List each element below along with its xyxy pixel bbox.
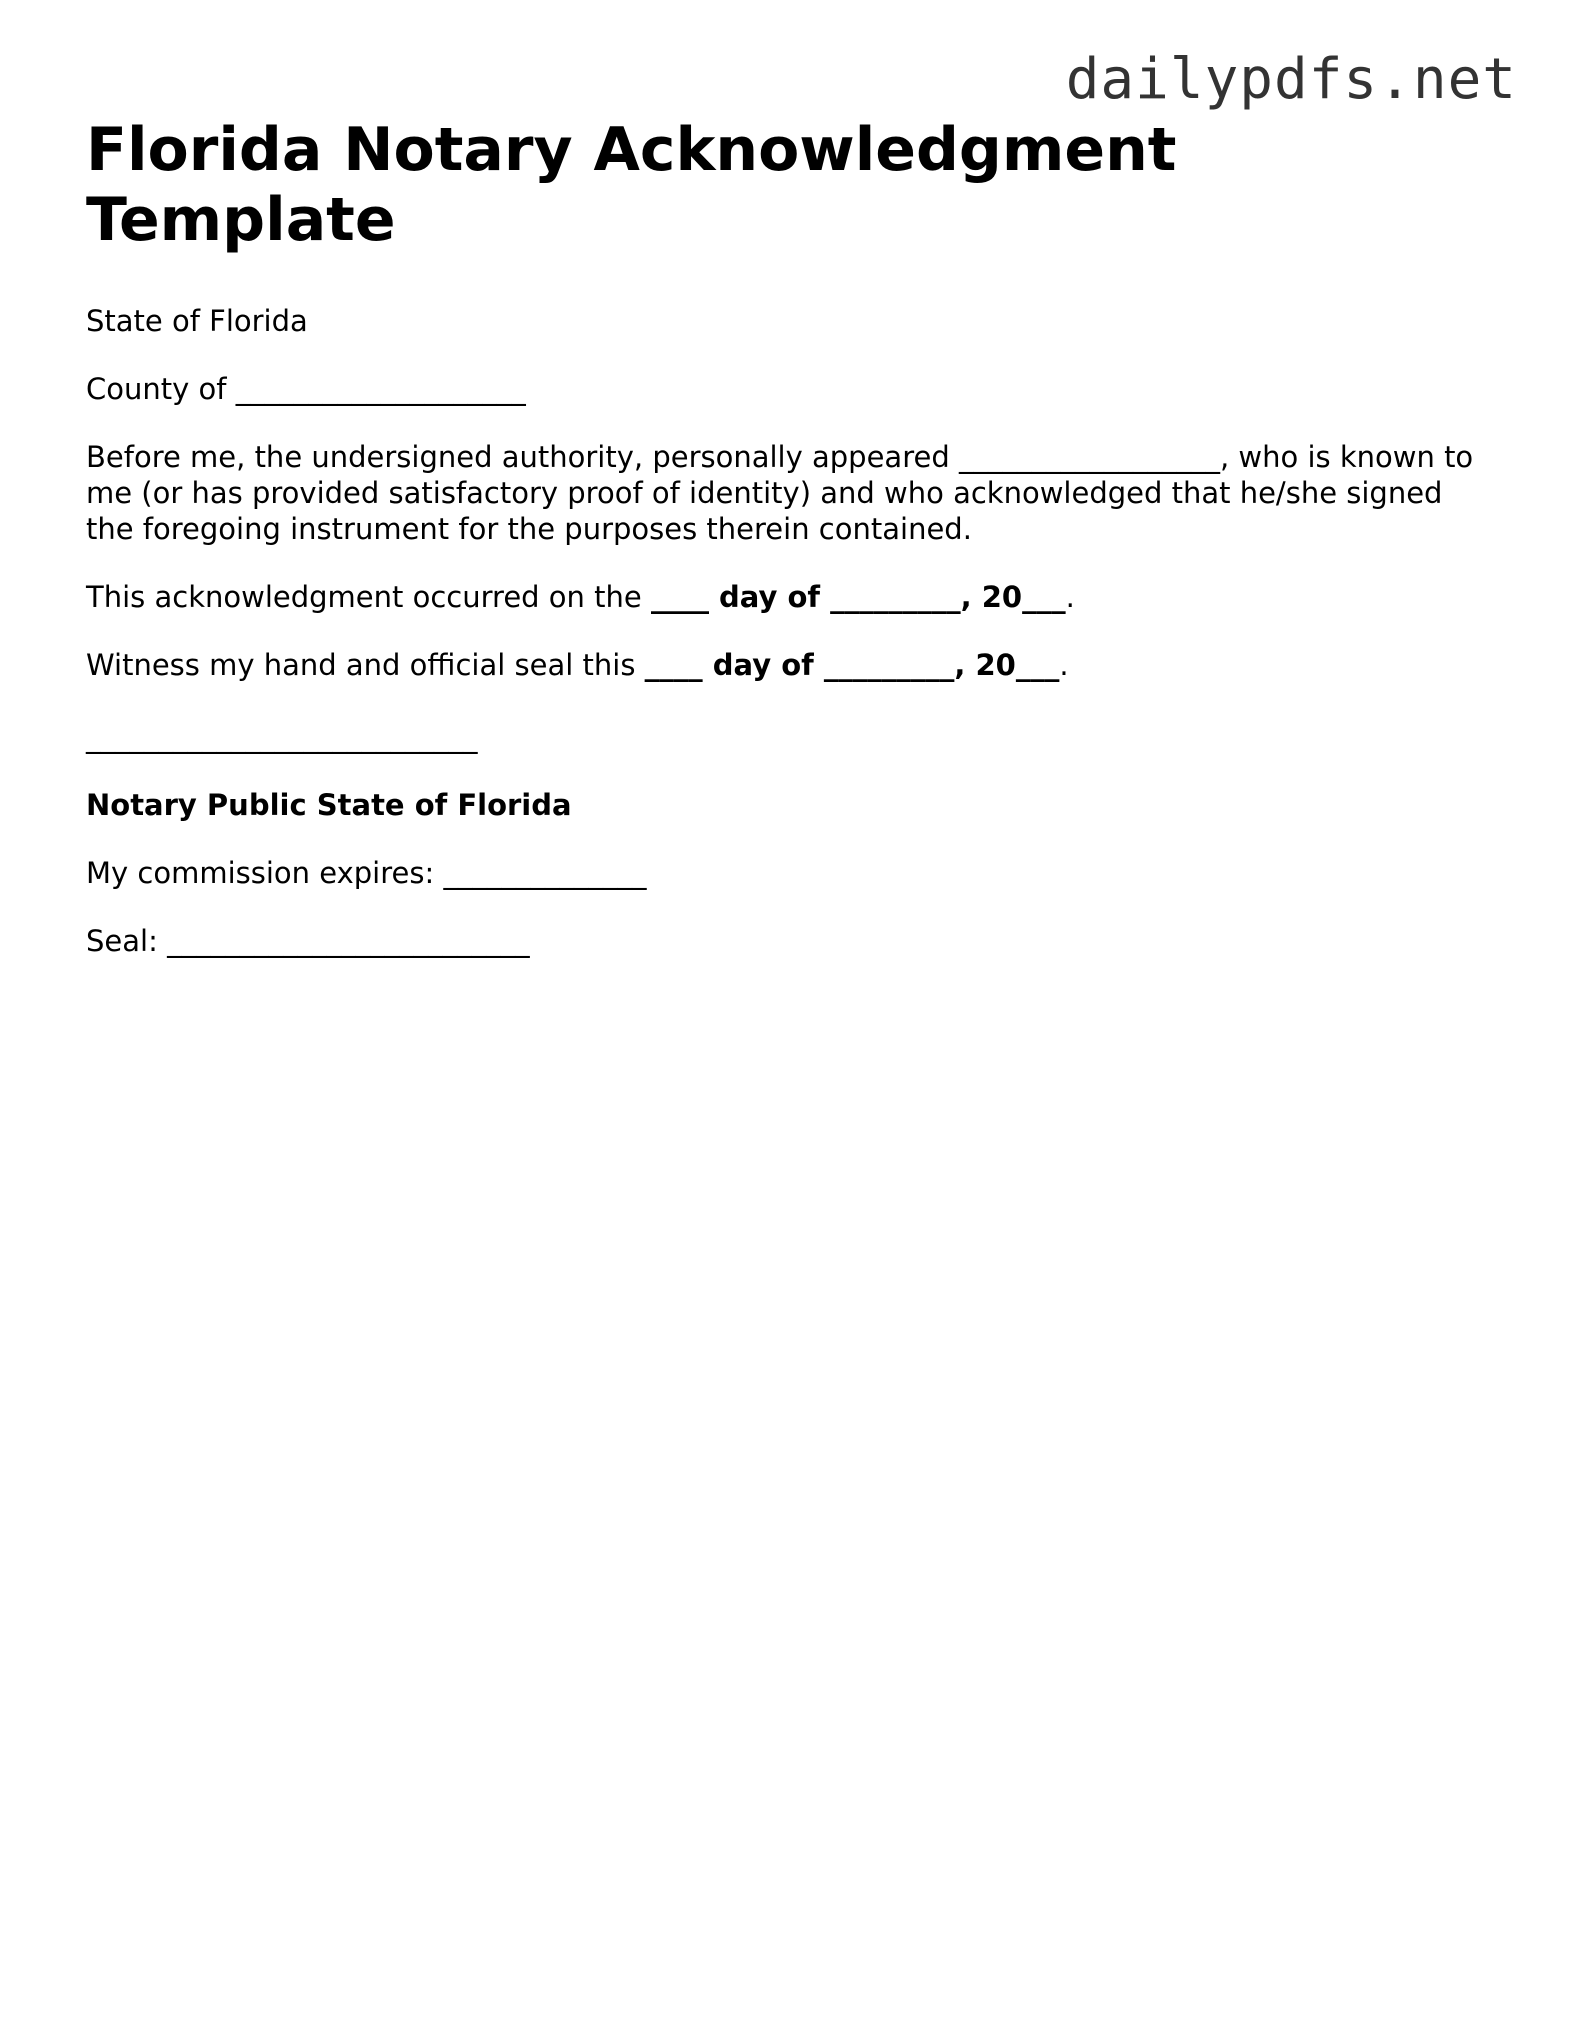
acknowledgment-date-line [86,579,1486,615]
acknowledgment-year-blank[interactable]: ___ [1022,580,1066,614]
witness-month-blank[interactable]: _________ [823,648,955,682]
commission-label: My commission expires: [86,856,444,890]
watermark-text: dailypdfs.net [1065,47,1517,112]
acknowledgment-day-of: day of [708,580,831,614]
witness-prefix: Witness my hand and official seal this [86,648,645,682]
witness-year-prefix: , 20 [954,648,1016,682]
commission-blank[interactable]: ______________ [443,856,647,890]
seal-blank[interactable]: _________________________ [167,924,530,958]
witness-day-of: day of [702,648,824,682]
document-body [86,115,1486,991]
state-line: State of Florida [86,304,308,338]
appearance-paragraph [86,439,1486,547]
seal-line [86,923,1486,959]
notary-signature-line[interactable]: ___________________________ [86,720,478,754]
witness-period: . [1059,648,1069,682]
acknowledgment-day-blank[interactable]: ____ [650,580,709,614]
document-title: Florida Notary Acknowledgment Template [86,115,1177,255]
county-line [86,371,1486,407]
witness-year-blank[interactable]: ___ [1015,648,1060,682]
county-blank[interactable]: ____________________ [235,372,526,406]
appearance-text-1: Before me, the undersigned authority, personally appeared [86,440,959,474]
commission-line [86,855,1486,891]
acknowledgment-year-prefix: , 20 [960,580,1023,614]
acknowledgment-month-blank[interactable]: _________ [830,580,961,614]
witness-date-line [86,647,1486,683]
acknowledgment-period: . [1065,580,1075,614]
witness-day-blank[interactable]: ____ [644,648,703,682]
notary-heading: Notary Public State of Florida [86,788,572,822]
appeared-person-blank[interactable]: __________________ [958,440,1220,474]
seal-label: Seal: [86,924,168,958]
appearance-text-2: , who is known to me (or has provided satisfactory proof of identity) and who acknowledged that he/she signed the foregoing instrument for the purposes therein contained. [86,440,1474,546]
acknowledgment-prefix: This acknowledgment occurred on the [86,580,651,614]
county-label: County of [86,372,227,406]
